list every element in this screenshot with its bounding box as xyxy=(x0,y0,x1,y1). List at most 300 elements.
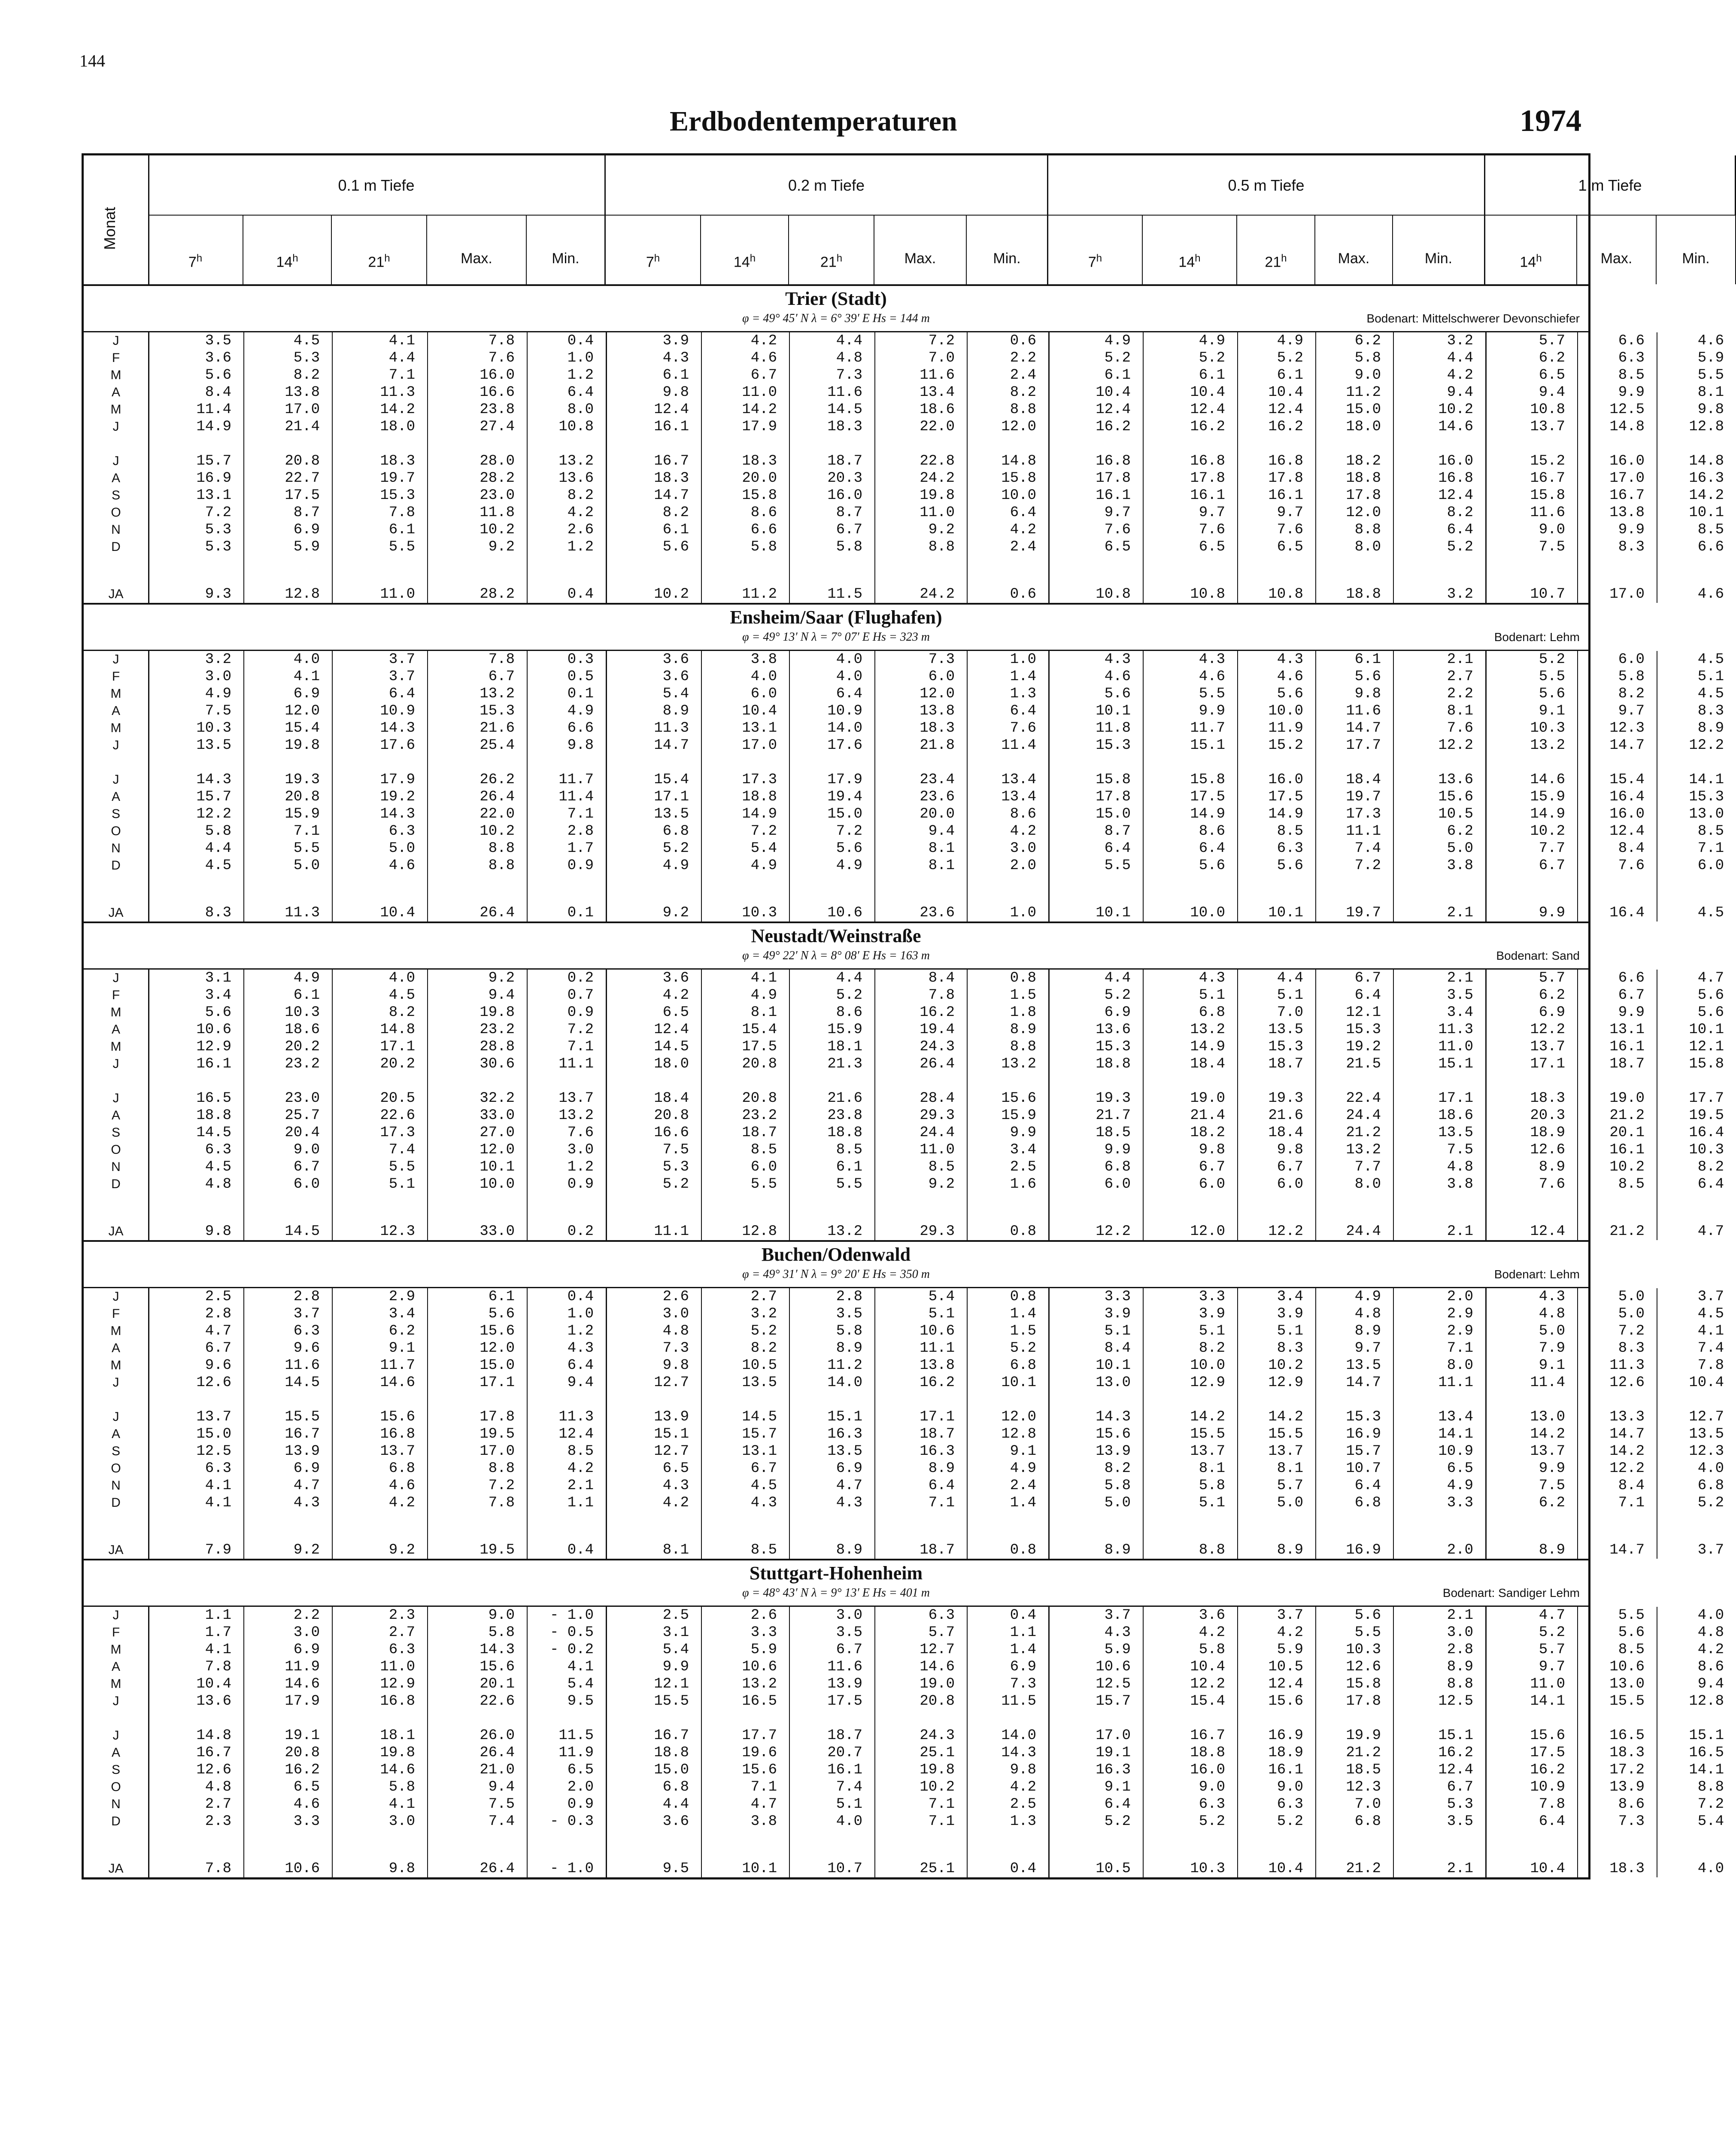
temperature-cell: 6.2 xyxy=(388,1323,415,1339)
temperature-cell: 16.5 xyxy=(1609,1727,1645,1744)
temperature-cell: 11.7 xyxy=(380,1357,415,1374)
temperature-cell: 19.0 xyxy=(1190,1090,1225,1107)
temperature-cell: 6.8 xyxy=(662,1779,689,1795)
temperature-cell: 28.0 xyxy=(480,453,515,469)
temperature-cell: 5.6 xyxy=(1697,1004,1724,1021)
temperature-cell: 8.1 xyxy=(1199,1460,1225,1477)
temperature-cell: 7.1 xyxy=(1618,1495,1645,1511)
temperature-cell: 15.7 xyxy=(1096,1693,1131,1709)
temperature-cell: 5.0 xyxy=(1277,1495,1303,1511)
temperature-cell: 14.7 xyxy=(1346,720,1381,736)
temperature-cell: 7.4 xyxy=(836,1779,862,1795)
temperature-cell: 12.8 xyxy=(1001,1426,1036,1442)
month-label: N xyxy=(111,1797,121,1811)
temperature-cell: 13.2 xyxy=(742,1676,777,1692)
temperature-cell: 11.0 xyxy=(1438,1039,1473,1055)
month-label: O xyxy=(111,1461,121,1475)
temperature-cell: 15.6 xyxy=(480,1659,515,1675)
temperature-cell: 8.9 xyxy=(928,1460,955,1477)
temperature-cell: 6.5 xyxy=(1199,539,1225,555)
temperature-cell: 19.8 xyxy=(285,737,320,754)
temperature-cell: 4.4 xyxy=(205,840,231,857)
month-row xyxy=(84,1813,1724,1830)
temperature-cell: 18.7 xyxy=(827,453,862,469)
temperature-cell: 15.0 xyxy=(654,1762,689,1778)
temperature-cell: 8.1 xyxy=(928,858,955,874)
temperature-cell: 12.8 xyxy=(285,586,320,602)
temperature-cell: 17.8 xyxy=(1346,487,1381,504)
temperature-cell: 8.5 xyxy=(750,1142,777,1158)
temperature-cell: 13.5 xyxy=(1438,1125,1473,1141)
station-section xyxy=(84,1559,1724,1877)
temperature-cell: 5.2 xyxy=(750,1323,777,1339)
temperature-cell: 13.1 xyxy=(1609,1022,1645,1038)
temperature-cell: 19.5 xyxy=(480,1426,515,1442)
month-row xyxy=(84,453,1724,470)
temperature-cell: 19.2 xyxy=(1346,1039,1381,1055)
temperature-cell: 11.8 xyxy=(480,505,515,521)
temperature-cell: 12.0 xyxy=(480,1340,515,1356)
month-label: M xyxy=(110,1642,121,1657)
temperature-cell: 7.1 xyxy=(293,823,320,839)
temperature-cell: 15.0 xyxy=(1346,401,1381,418)
temperature-cell: 16.7 xyxy=(1609,487,1645,504)
depth-group-header: 1 m Tiefe xyxy=(1485,155,1736,216)
temperature-cell: 10.0 xyxy=(1001,487,1036,504)
temperature-cell: 7.2 xyxy=(928,333,955,349)
temperature-cell: 17.8 xyxy=(1096,789,1131,805)
temperature-cell: 2.4 xyxy=(1010,1478,1036,1494)
temperature-cell: 3.2 xyxy=(1447,333,1473,349)
temperature-cell: 16.1 xyxy=(1609,1142,1645,1158)
station-soil-type: Bodenart: Sandiger Lehm xyxy=(1442,1586,1580,1600)
sub-column-header: Max. xyxy=(1577,216,1657,284)
temperature-cell: 6.2 xyxy=(1354,333,1381,349)
temperature-cell: 6.6 xyxy=(750,522,777,538)
temperature-cell: 8.0 xyxy=(567,401,594,418)
temperature-cell: 4.6 xyxy=(388,1478,415,1494)
temperature-cell: 12.9 xyxy=(380,1676,415,1692)
temperature-cell: 11.9 xyxy=(285,1659,320,1675)
temperature-cell: 15.5 xyxy=(285,1409,320,1425)
temperature-cell: 5.6 xyxy=(662,539,689,555)
temperature-cell: 6.4 xyxy=(1104,1796,1131,1812)
temperature-cell: 4.9 xyxy=(293,970,320,986)
temperature-cell: 9.2 xyxy=(928,522,955,538)
temperature-cell: 0.1 xyxy=(567,686,594,702)
temperature-cell: 8.8 xyxy=(1199,1542,1225,1558)
temperature-cell: 10.4 xyxy=(1190,384,1225,401)
temperature-cell: 10.4 xyxy=(1689,1375,1724,1391)
temperature-cell: 5.1 xyxy=(836,1796,862,1812)
temperature-cell: 16.1 xyxy=(827,1762,862,1778)
temperature-cell: 11.6 xyxy=(1346,703,1381,719)
temperature-cell: 2.9 xyxy=(388,1289,415,1305)
temperature-cell: 8.1 xyxy=(750,1004,777,1021)
temperature-cell: 16.7 xyxy=(196,1745,231,1761)
temperature-cell: 8.3 xyxy=(205,905,231,921)
temperature-cell: 14.8 xyxy=(380,1022,415,1038)
temperature-cell: 5.5 xyxy=(1697,367,1724,383)
temperature-cell: 26.4 xyxy=(480,1861,515,1877)
month-label: J xyxy=(112,1608,119,1622)
temperature-cell: 3.5 xyxy=(836,1624,862,1641)
temperature-cell: 13.6 xyxy=(196,1693,231,1709)
temperature-cell: 4.3 xyxy=(1277,651,1303,668)
temperature-cell: 8.9 xyxy=(836,1542,862,1558)
temperature-cell: 8.3 xyxy=(1277,1340,1303,1356)
temperature-cell: 6.0 xyxy=(928,669,955,685)
temperature-cell: 8.7 xyxy=(836,505,862,521)
temperature-cell: 1.0 xyxy=(567,1306,594,1322)
temperature-cell: 6.7 xyxy=(750,1460,777,1477)
temperature-cell: 3.8 xyxy=(750,651,777,668)
month-label: Monat xyxy=(101,207,118,250)
station-rows xyxy=(84,970,1724,1240)
temperature-cell: 8.8 xyxy=(1354,522,1381,538)
month-label: A xyxy=(111,1427,120,1441)
temperature-cell: 10.8 xyxy=(1530,401,1565,418)
temperature-cell: 14.0 xyxy=(1001,1727,1036,1744)
temperature-cell: 3.5 xyxy=(1447,1813,1473,1830)
temperature-cell: 8.5 xyxy=(750,1542,777,1558)
temperature-cell: 6.5 xyxy=(293,1779,320,1795)
temperature-cell: 12.3 xyxy=(1609,720,1645,736)
temperature-cell: 9.8 xyxy=(1010,1762,1036,1778)
temperature-cell: 3.3 xyxy=(1447,1495,1473,1511)
station-name: Ensheim/Saar (Flughafen) xyxy=(730,607,942,628)
temperature-cell: 10.3 xyxy=(1530,720,1565,736)
month-row xyxy=(84,350,1724,367)
temperature-cell: 11.7 xyxy=(1190,720,1225,736)
temperature-cell: 0.4 xyxy=(1010,1607,1036,1624)
temperature-cell: 11.0 xyxy=(920,505,955,521)
temperature-cell: 6.9 xyxy=(1104,1004,1131,1021)
temperature-cell: 17.1 xyxy=(380,1039,415,1055)
temperature-cell: 18.6 xyxy=(1438,1107,1473,1124)
month-label: M xyxy=(110,1005,121,1019)
temperature-cell: 5.1 xyxy=(1277,987,1303,1004)
temperature-cell: 10.8 xyxy=(1190,586,1225,602)
temperature-cell: 3.6 xyxy=(662,970,689,986)
temperature-cell: 3.0 xyxy=(836,1607,862,1624)
temperature-cell: 10.3 xyxy=(1689,1142,1724,1158)
month-label: JA xyxy=(108,1543,124,1557)
temperature-cell: 3.8 xyxy=(750,1813,777,1830)
temperature-cell: 9.9 xyxy=(1199,703,1225,719)
temperature-cell: 8.3 xyxy=(1618,539,1645,555)
temperature-cell: 9.6 xyxy=(293,1340,320,1356)
temperature-cell: 13.0 xyxy=(1096,1375,1131,1391)
temperature-cell: 17.7 xyxy=(1346,737,1381,754)
temperature-cell: 8.1 xyxy=(1447,703,1473,719)
month-row xyxy=(84,668,1724,685)
temperature-cell: 13.5 xyxy=(827,1443,862,1460)
temperature-cell: 1.1 xyxy=(205,1607,231,1624)
temperature-cell: 18.8 xyxy=(827,1125,862,1141)
temperature-cell: 6.1 xyxy=(1199,367,1225,383)
temperature-cell: 12.0 xyxy=(920,686,955,702)
temperature-cell: 8.2 xyxy=(293,367,320,383)
temperature-cell: 14.2 xyxy=(742,401,777,418)
temperature-cell: 8.5 xyxy=(1618,1642,1645,1658)
page-title: Erdbodentemperaturen xyxy=(670,106,957,137)
temperature-cell: 6.4 xyxy=(388,686,415,702)
temperature-cell: 7.2 xyxy=(1618,1323,1645,1339)
temperature-cell: 15.8 xyxy=(1346,1676,1381,1692)
temperature-cell: 20.8 xyxy=(285,789,320,805)
temperature-cell: 8.3 xyxy=(1697,703,1724,719)
temperature-table xyxy=(82,153,1724,1879)
temperature-cell: 6.4 xyxy=(1539,1813,1565,1830)
temperature-cell: 10.0 xyxy=(1190,905,1225,921)
temperature-cell: 4.2 xyxy=(1010,1779,1036,1795)
month-row xyxy=(84,384,1724,401)
temperature-cell: 29.3 xyxy=(920,1107,955,1124)
temperature-cell: 4.5 xyxy=(750,1478,777,1494)
temperature-cell: 14.8 xyxy=(1001,453,1036,469)
temperature-cell: 6.7 xyxy=(750,367,777,383)
temperature-cell: 18.3 xyxy=(827,419,862,435)
temperature-cell: 18.8 xyxy=(1190,1745,1225,1761)
temperature-cell: - 0.5 xyxy=(549,1624,594,1641)
temperature-cell: 12.9 xyxy=(196,1039,231,1055)
temperature-cell: 7.8 xyxy=(1697,1357,1724,1374)
temperature-cell: 14.3 xyxy=(1001,1745,1036,1761)
temperature-cell: 16.0 xyxy=(1438,453,1473,469)
temperature-cell: 9.0 xyxy=(1277,1779,1303,1795)
temperature-cell: 21.3 xyxy=(827,1056,862,1072)
temperature-cell: 13.7 xyxy=(196,1409,231,1425)
temperature-cell: 24.3 xyxy=(920,1727,955,1744)
temperature-cell: 11.1 xyxy=(1346,823,1381,839)
station-soil-type: Bodenart: Mittelschwerer Devonschiefer xyxy=(1366,312,1580,325)
temperature-cell: 5.6 xyxy=(1277,686,1303,702)
temperature-cell: 4.7 xyxy=(750,1796,777,1812)
temperature-cell: 4.6 xyxy=(750,350,777,366)
month-label: M xyxy=(110,1324,121,1338)
temperature-cell: 6.7 xyxy=(1199,1159,1225,1175)
temperature-cell: 4.6 xyxy=(1104,669,1131,685)
temperature-cell: 12.2 xyxy=(1609,1460,1645,1477)
temperature-cell: 6.4 xyxy=(1104,840,1131,857)
month-label: J xyxy=(112,652,119,666)
temperature-cell: 15.0 xyxy=(480,1357,515,1374)
station-section xyxy=(84,286,1724,603)
temperature-cell: 5.2 xyxy=(1199,1813,1225,1830)
month-row xyxy=(84,1021,1724,1038)
temperature-cell: 13.2 xyxy=(1190,1022,1225,1038)
temperature-cell: 5.2 xyxy=(1277,350,1303,366)
temperature-cell: 4.2 xyxy=(567,505,594,521)
temperature-cell: 5.5 xyxy=(1199,686,1225,702)
temperature-cell: 13.4 xyxy=(1001,772,1036,788)
temperature-cell: 10.1 xyxy=(742,1861,777,1877)
temperature-cell: 7.9 xyxy=(205,1542,231,1558)
temperature-cell: 12.7 xyxy=(654,1443,689,1460)
temperature-cell: 11.2 xyxy=(1346,384,1381,401)
temperature-cell: 14.7 xyxy=(1609,1542,1645,1558)
temperature-cell: 8.4 xyxy=(1618,840,1645,857)
temperature-cell: 5.6 xyxy=(1354,669,1381,685)
temperature-cell: 16.3 xyxy=(920,1443,955,1460)
temperature-cell: 15.4 xyxy=(654,772,689,788)
temperature-cell: 8.6 xyxy=(1618,1796,1645,1812)
temperature-cell: 4.6 xyxy=(1697,333,1724,349)
temperature-cell: 4.4 xyxy=(1277,970,1303,986)
temperature-cell: 16.9 xyxy=(1268,1727,1303,1744)
temperature-cell: 9.2 xyxy=(293,1542,320,1558)
temperature-cell: 4.6 xyxy=(293,1796,320,1812)
temperature-cell: 16.8 xyxy=(380,1693,415,1709)
temperature-cell: 13.1 xyxy=(196,487,231,504)
temperature-cell: 10.6 xyxy=(1096,1659,1131,1675)
temperature-cell: 28.8 xyxy=(480,1039,515,1055)
month-row xyxy=(84,1141,1724,1159)
temperature-cell: 4.2 xyxy=(1277,1624,1303,1641)
temperature-cell: 16.4 xyxy=(1689,1125,1724,1141)
temperature-cell: 7.8 xyxy=(488,1495,515,1511)
temperature-cell: 17.9 xyxy=(742,419,777,435)
temperature-cell: 9.7 xyxy=(1354,1340,1381,1356)
temperature-cell: - 0.3 xyxy=(549,1813,594,1830)
temperature-cell: 4.5 xyxy=(205,858,231,874)
temperature-cell: 6.7 xyxy=(488,669,515,685)
temperature-cell: 0.8 xyxy=(1010,970,1036,986)
temperature-cell: 13.7 xyxy=(1190,1443,1225,1460)
temperature-cell: 5.2 xyxy=(1010,1340,1036,1356)
temperature-cell: 15.5 xyxy=(1190,1426,1225,1442)
temperature-cell: 8.9 xyxy=(1010,1022,1036,1038)
temperature-cell: 12.4 xyxy=(1268,401,1303,418)
temperature-cell: 3.9 xyxy=(1199,1306,1225,1322)
temperature-cell: 33.0 xyxy=(480,1223,515,1240)
sub-column-header: 7$^h$ xyxy=(1048,216,1143,284)
temperature-cell: 1.1 xyxy=(567,1495,594,1511)
temperature-cell: 10.4 xyxy=(1530,1861,1565,1877)
temperature-cell: 3.7 xyxy=(293,1306,320,1322)
temperature-cell: 17.5 xyxy=(1190,789,1225,805)
temperature-cell: 16.0 xyxy=(1190,1762,1225,1778)
month-row xyxy=(84,685,1724,702)
temperature-cell: 20.5 xyxy=(380,1090,415,1107)
temperature-cell: 19.8 xyxy=(920,487,955,504)
temperature-cell: 9.1 xyxy=(388,1340,415,1356)
temperature-cell: 7.5 xyxy=(488,1796,515,1812)
temperature-cell: 4.1 xyxy=(1697,1323,1724,1339)
temperature-cell: 3.2 xyxy=(1447,586,1473,602)
temperature-cell: 4.1 xyxy=(388,333,415,349)
temperature-cell: 7.6 xyxy=(1447,720,1473,736)
temperature-cell: - 0.2 xyxy=(549,1642,594,1658)
temperature-cell: 5.6 xyxy=(1277,858,1303,874)
temperature-cell: 5.4 xyxy=(662,686,689,702)
temperature-cell: 21.4 xyxy=(285,419,320,435)
temperature-cell: 11.2 xyxy=(742,586,777,602)
month-label: D xyxy=(111,1814,121,1828)
temperature-cell: 7.8 xyxy=(488,651,515,668)
temperature-cell: 12.7 xyxy=(920,1642,955,1658)
temperature-cell: 5.6 xyxy=(1618,1624,1645,1641)
temperature-cell: 4.3 xyxy=(567,1340,594,1356)
temperature-cell: 1.0 xyxy=(567,350,594,366)
temperature-cell: 28.4 xyxy=(920,1090,955,1107)
temperature-cell: 7.6 xyxy=(1199,522,1225,538)
temperature-cell: 17.3 xyxy=(380,1125,415,1141)
temperature-cell: 11.1 xyxy=(654,1223,689,1240)
temperature-cell: 7.6 xyxy=(488,350,515,366)
temperature-cell: 2.9 xyxy=(1447,1323,1473,1339)
month-row xyxy=(84,1159,1724,1176)
temperature-cell: 24.3 xyxy=(920,1039,955,1055)
temperature-cell: 2.1 xyxy=(1447,1223,1473,1240)
temperature-cell: 33.0 xyxy=(480,1107,515,1124)
temperature-cell: 21.6 xyxy=(827,1090,862,1107)
temperature-cell: 8.6 xyxy=(836,1004,862,1021)
temperature-cell: 6.1 xyxy=(1354,651,1381,668)
temperature-cell: 6.7 xyxy=(205,1340,231,1356)
temperature-cell: 1.7 xyxy=(567,840,594,857)
temperature-cell: 2.7 xyxy=(750,1289,777,1305)
temperature-cell: 12.8 xyxy=(1689,419,1724,435)
temperature-cell: 8.6 xyxy=(1010,806,1036,822)
temperature-cell: 10.2 xyxy=(920,1779,955,1795)
temperature-cell: 17.9 xyxy=(285,1693,320,1709)
temperature-cell: 10.6 xyxy=(827,905,862,921)
temperature-cell: 15.1 xyxy=(1438,1056,1473,1072)
temperature-cell: 17.1 xyxy=(480,1375,515,1391)
temperature-cell: 0.8 xyxy=(1010,1223,1036,1240)
temperature-cell: 8.9 xyxy=(1697,720,1724,736)
temperature-cell: 21.6 xyxy=(480,720,515,736)
temperature-cell: 10.1 xyxy=(480,1159,515,1175)
temperature-cell: 10.9 xyxy=(1438,1443,1473,1460)
temperature-cell: 10.3 xyxy=(742,905,777,921)
table-header xyxy=(84,155,1710,286)
temperature-cell: 6.4 xyxy=(1010,703,1036,719)
month-row xyxy=(84,970,1724,987)
temperature-cell: 11.0 xyxy=(1530,1676,1565,1692)
temperature-cell: 20.1 xyxy=(480,1676,515,1692)
temperature-cell: 16.0 xyxy=(1268,772,1303,788)
temperature-cell: 2.6 xyxy=(750,1607,777,1624)
temperature-cell: 6.4 xyxy=(1354,1478,1381,1494)
temperature-cell: 8.5 xyxy=(836,1142,862,1158)
temperature-cell: 22.8 xyxy=(920,453,955,469)
temperature-cell: 0.4 xyxy=(567,586,594,602)
month-row xyxy=(84,651,1724,668)
temperature-cell: 11.3 xyxy=(558,1409,594,1425)
month-label: F xyxy=(112,1307,120,1321)
temperature-cell: 12.2 xyxy=(1689,737,1724,754)
temperature-cell: 21.6 xyxy=(1268,1107,1303,1124)
temperature-cell: 15.4 xyxy=(742,1022,777,1038)
temperature-cell: 20.3 xyxy=(827,470,862,487)
temperature-cell: 8.6 xyxy=(1199,823,1225,839)
temperature-cell: 9.2 xyxy=(388,1542,415,1558)
temperature-cell: 13.7 xyxy=(1530,1443,1565,1460)
temperature-cell: 5.4 xyxy=(662,1642,689,1658)
temperature-cell: 5.1 xyxy=(1199,1495,1225,1511)
temperature-cell: 5.2 xyxy=(1104,1813,1131,1830)
temperature-cell: 4.0 xyxy=(388,970,415,986)
temperature-cell: 7.1 xyxy=(928,1813,955,1830)
temperature-cell: 7.6 xyxy=(1277,522,1303,538)
temperature-cell: 4.6 xyxy=(1697,586,1724,602)
month-label: M xyxy=(110,1040,121,1054)
temperature-cell: 15.2 xyxy=(1530,453,1565,469)
temperature-cell: 6.8 xyxy=(388,1460,415,1477)
